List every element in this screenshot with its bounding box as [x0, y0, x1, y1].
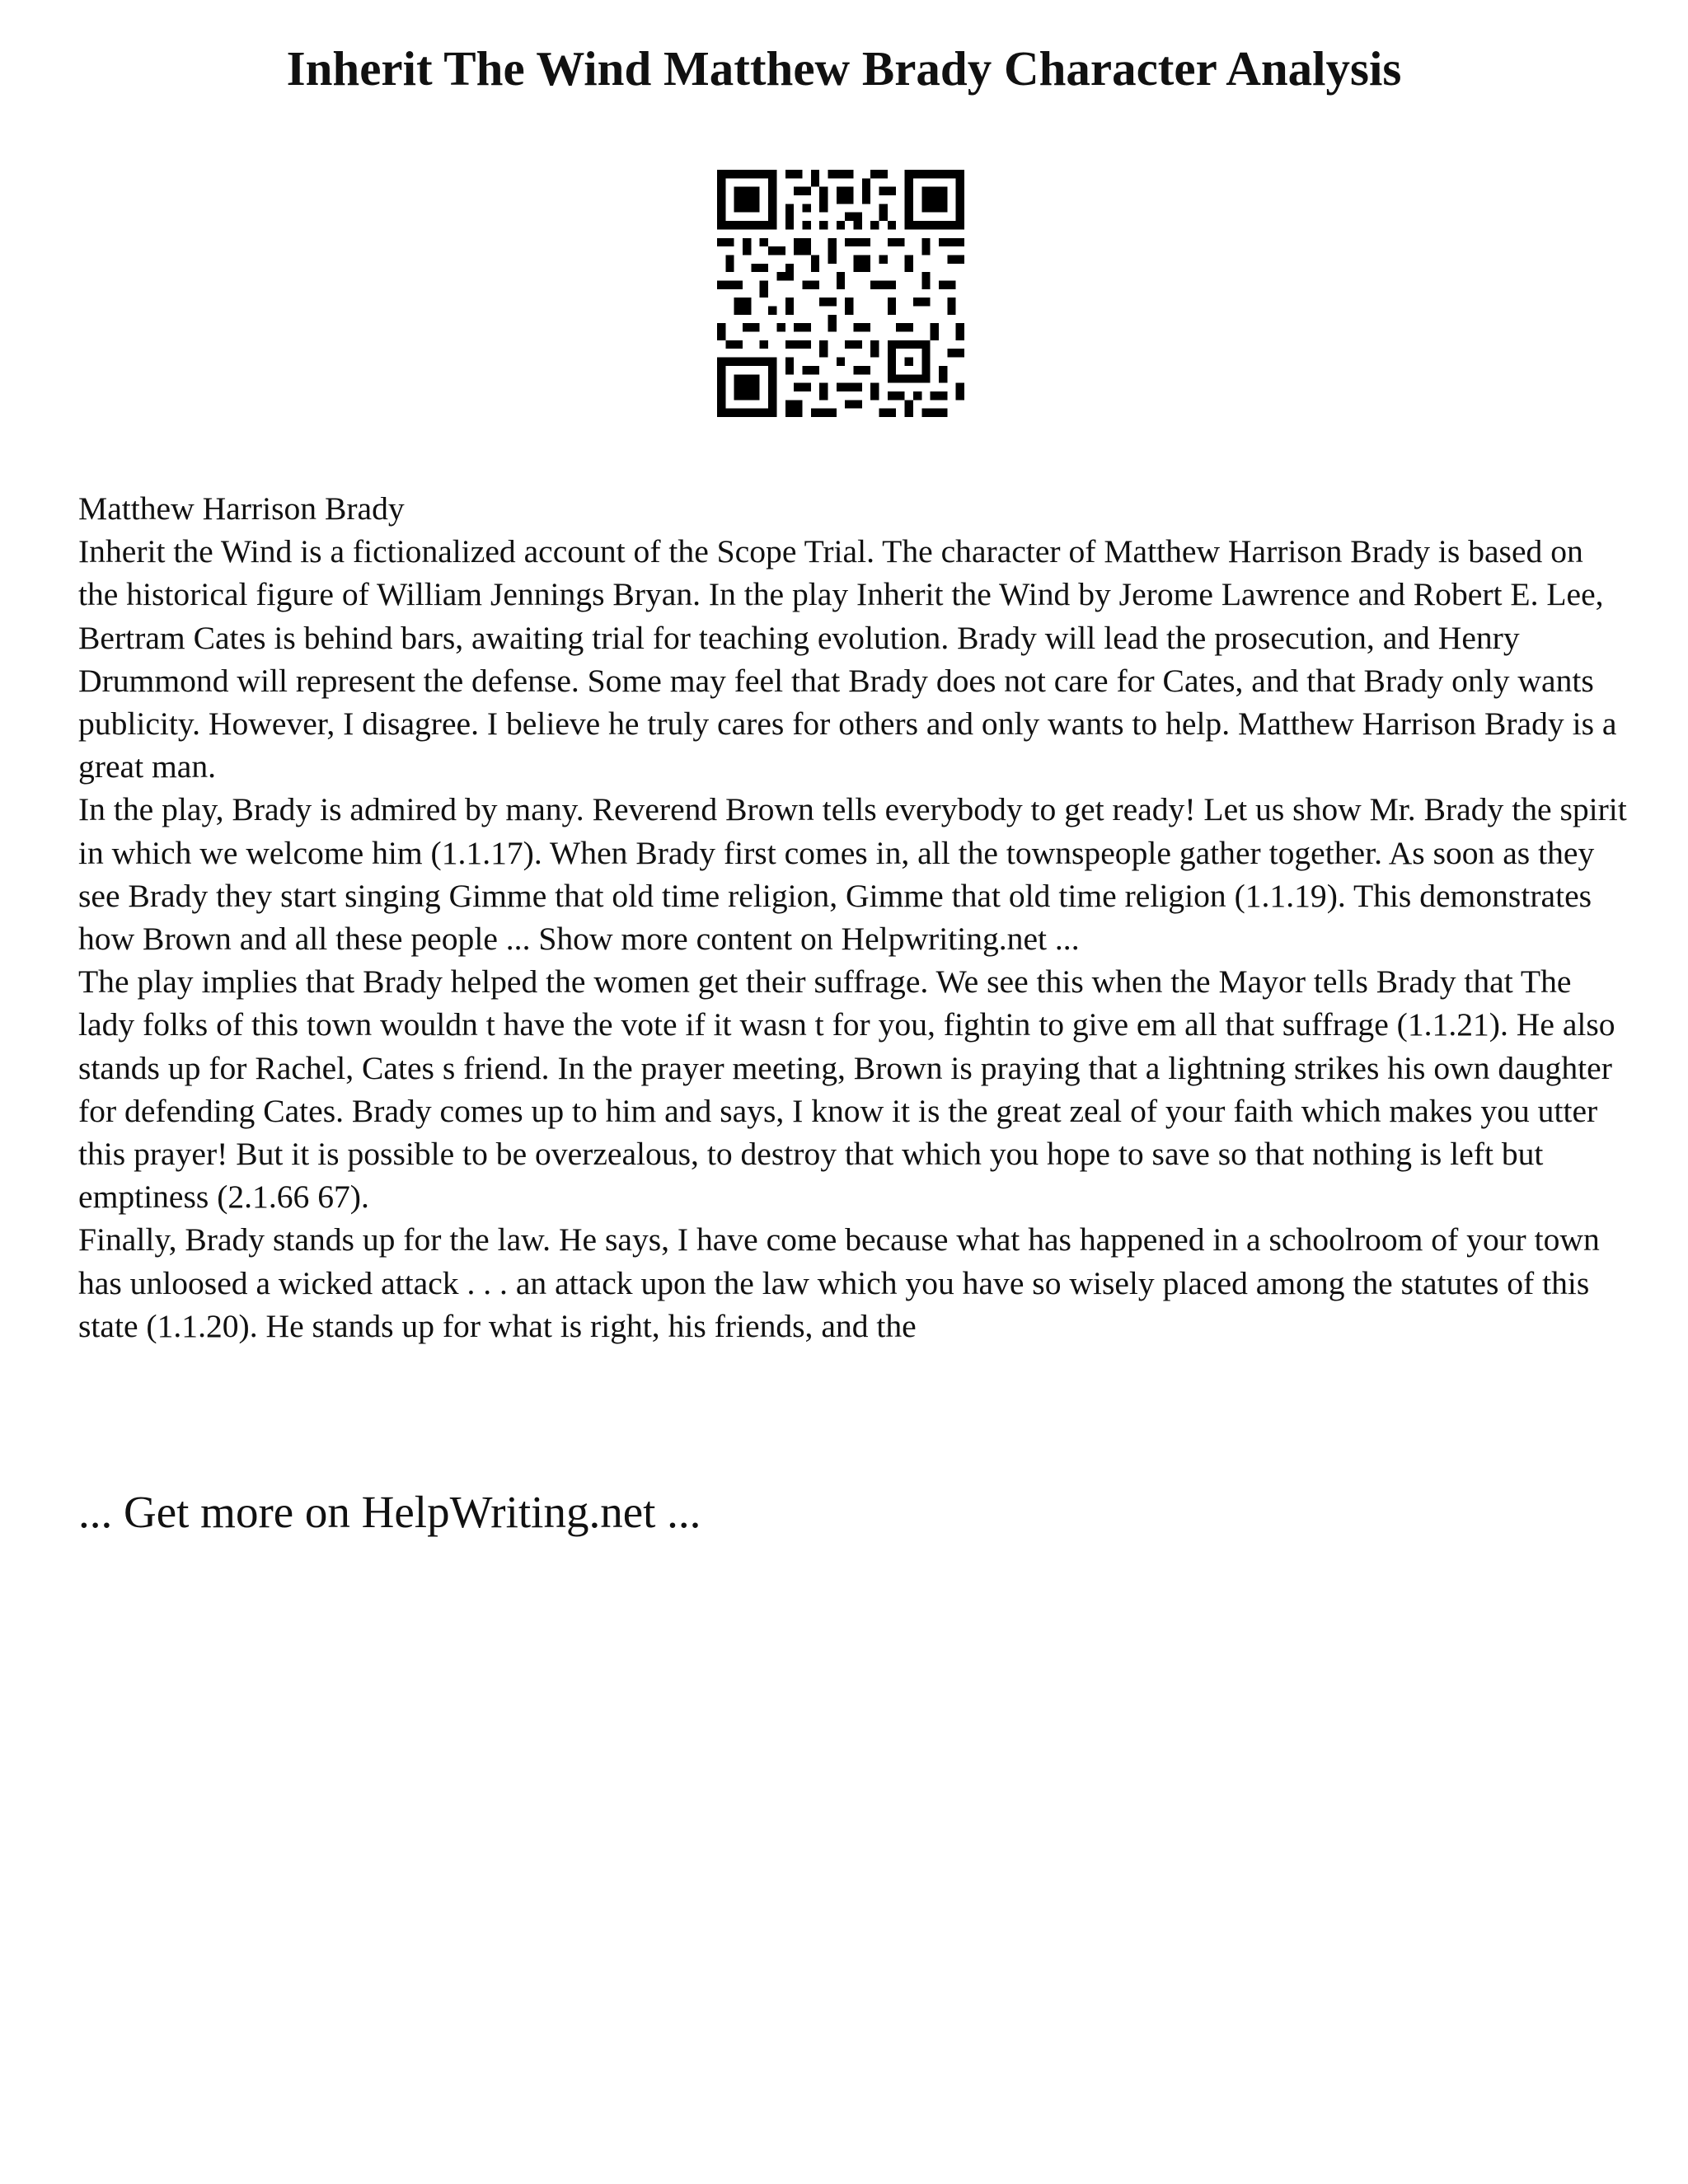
get-more-link[interactable]: ... Get more on HelpWriting.net ...	[78, 1487, 701, 1537]
paragraph-heading: Matthew Harrison Brady	[78, 490, 405, 527]
paragraph: Finally, Brady stands up for the law. He says, I have come because what has happened in a schoolroom of your town has unloosed a wicked attack . . . an attack upon the law which you have so wisely placed among the statutes of this state (1.1.20). He stands up for what is right, his friends, and the	[78, 1221, 1600, 1344]
paragraph: In the play, Brady is admired by many. Reverend Brown tells everybody to get ready! Let us show Mr. Brady the spirit in which we welcome him (1.1.17). When Brady first comes in, all the townspeople gather together. As soon as they see Brady they start singing Gimme that old time religion, Gimme that old time religion (1.1.19). This demonstrates how Brown and all these people ... Show more content on Helpwriting.net ...	[78, 791, 1627, 958]
document-body	[78, 487, 1628, 1347]
qr-code-icon	[717, 170, 964, 417]
paragraph: Inherit the Wind is a fictionalized account of the Scope Trial. The character of Matthew Harrison Brady is based on the historical figure of William Jennings Bryan. In the play Inherit the Wind by Jerome Lawrence and Robert E. Lee, Bertram Cates is behind bars, awaiting trial for teaching evolution. Brady will lead the prosecution, and Henry Drummond will represent the defense. Some may feel that Brady does not care for Cates, and that Brady only wants publicity. However, I disagree. I believe he truly cares for others and only wants to help. Matthew Harrison Brady is a great man.	[78, 533, 1617, 785]
document-title: Inherit The Wind Matthew Brady Character Analysis	[286, 41, 1402, 96]
paragraph: The play implies that Brady helped the women get their suffrage. We see this when the Mayor tells Brady that The lady folks of this town wouldn t have the vote if it wasn t for you, fightin to give em all that suffrage (1.1.21). He also stands up for Rachel, Cates s friend. In the prayer meeting, Brown is praying that a lightning strikes his own daughter for defending Cates. Brady comes up to him and says, I know it is the great zeal of your faith which makes you utter this prayer! But it is possible to be overzealous, to destroy that which you hope to save so that nothing is left but emptiness (2.1.66 67).	[78, 963, 1615, 1216]
